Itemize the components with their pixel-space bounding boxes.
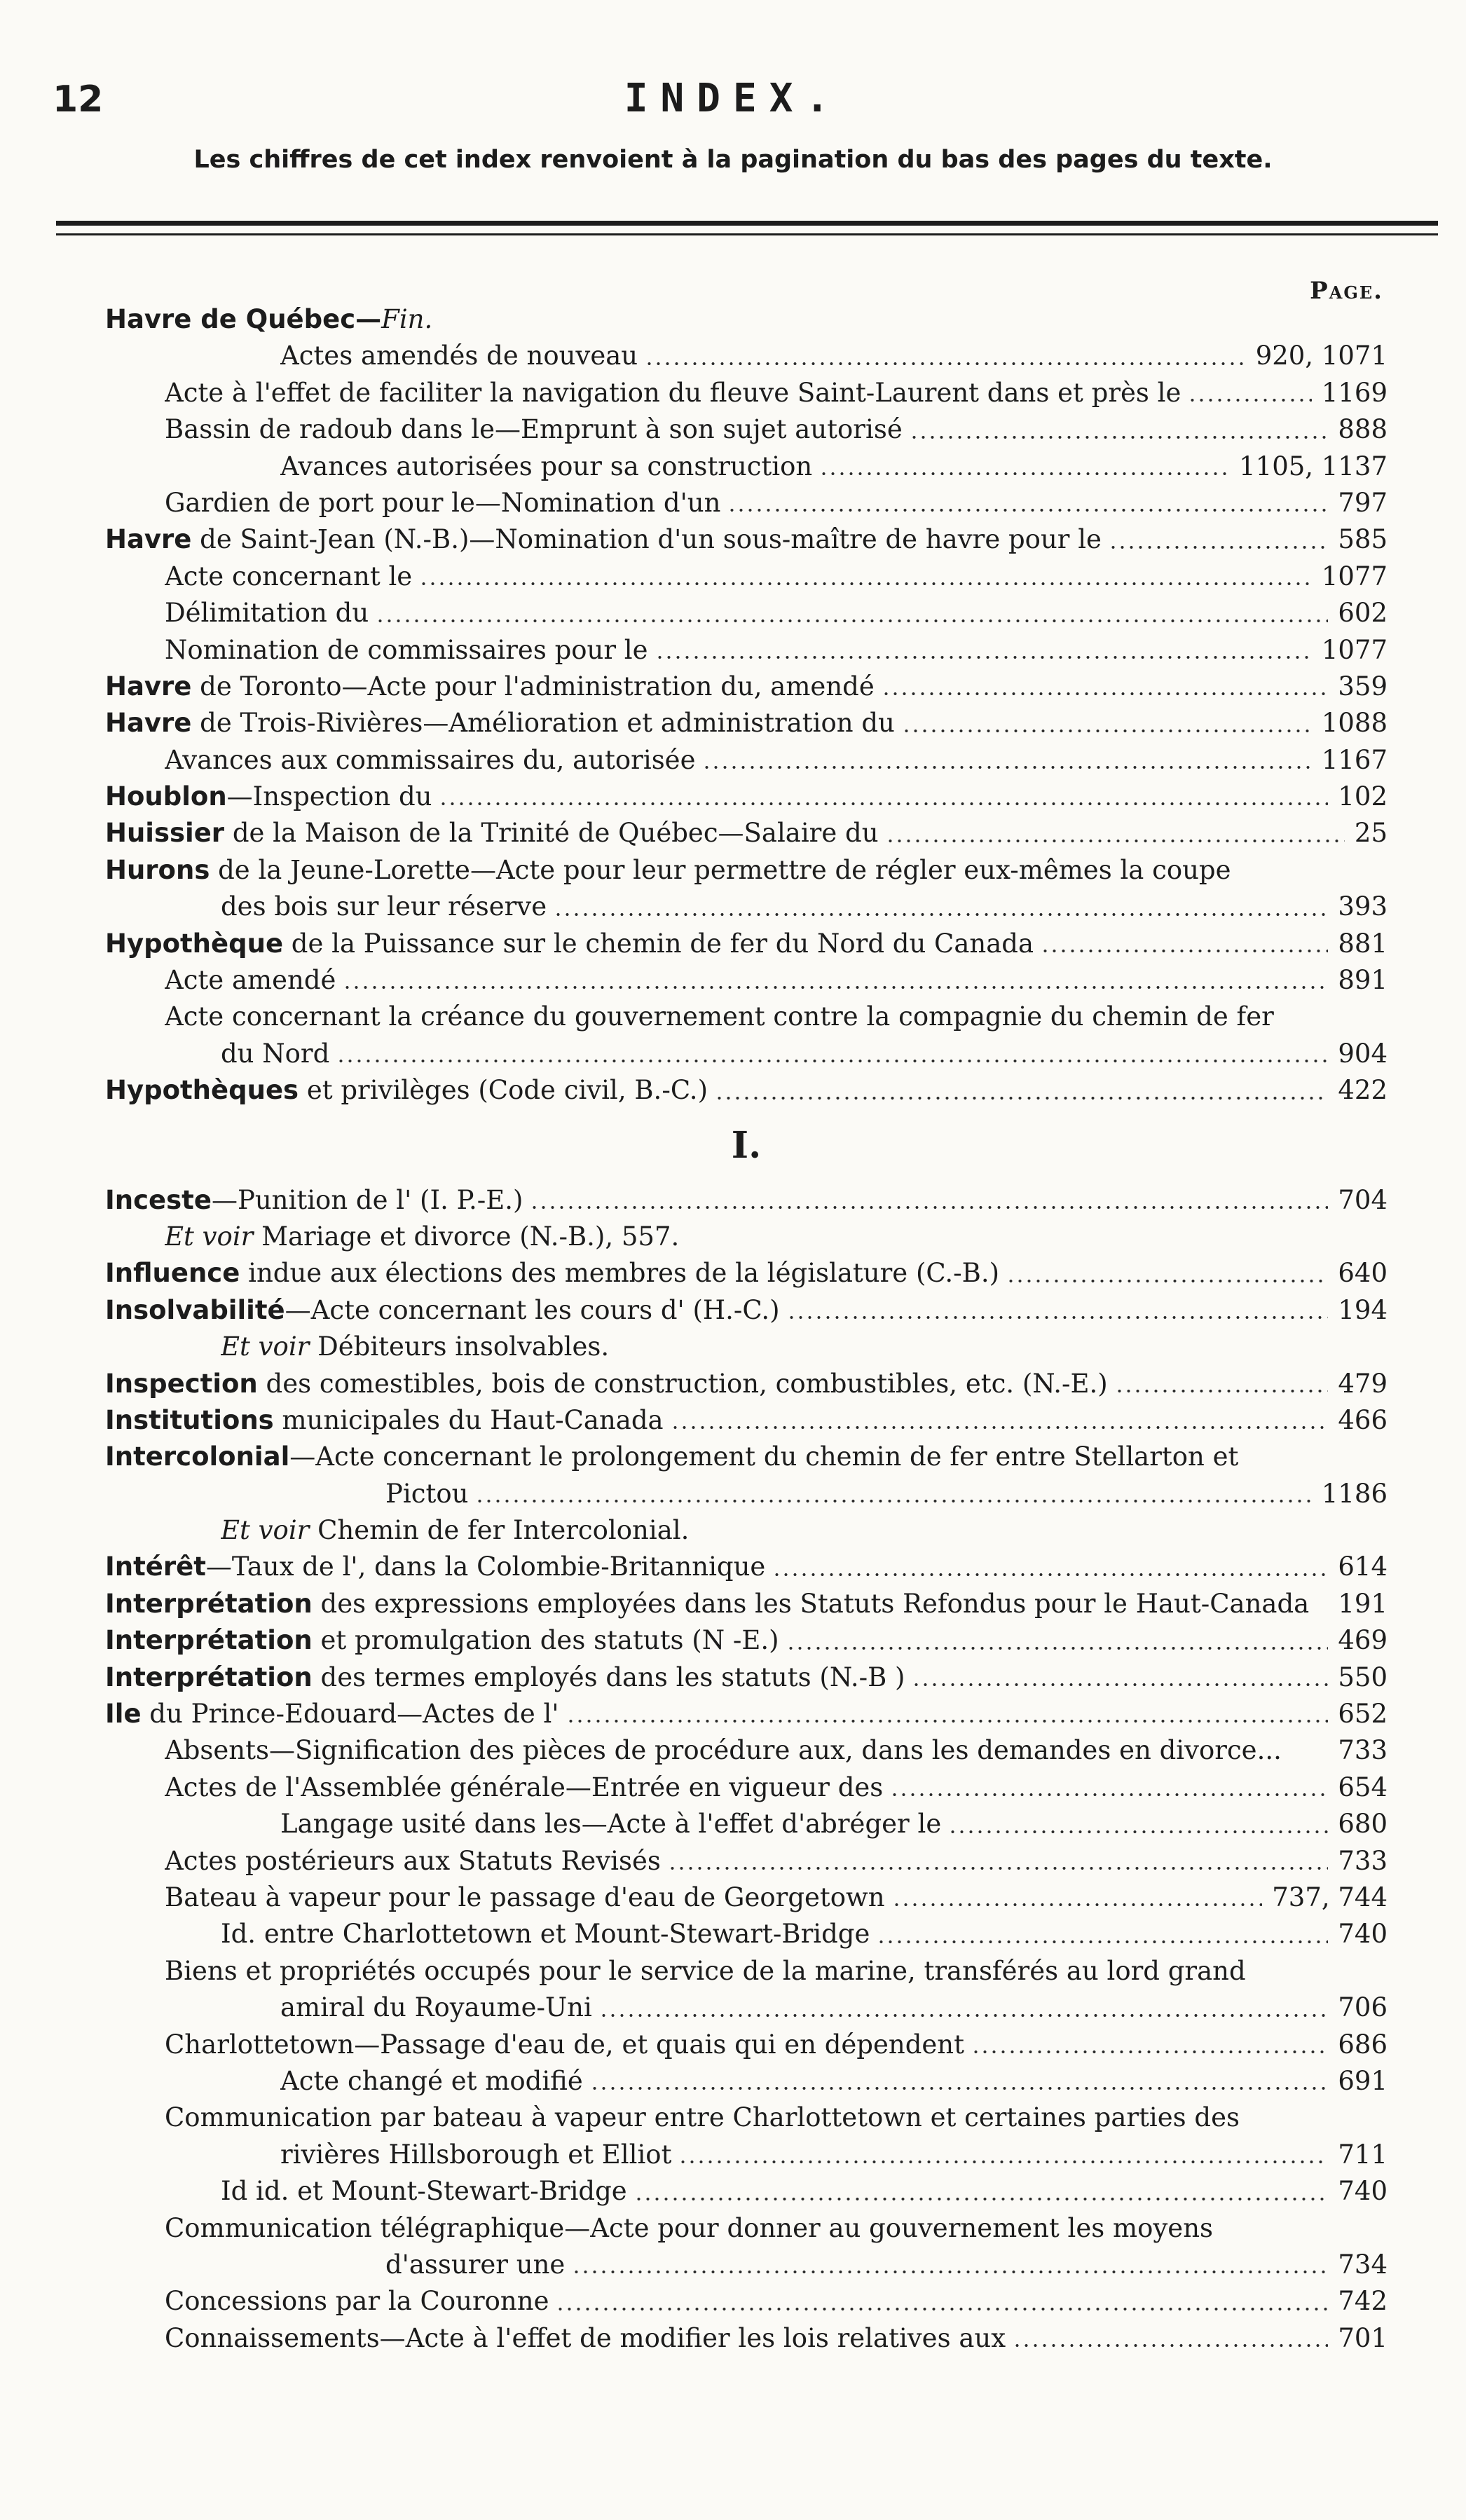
entry-text: [105, 1182, 523, 1219]
page-reference: 585: [1338, 524, 1388, 555]
page-reference: 704: [1338, 1184, 1388, 1215]
entry-description: et promulgation des statuts (N -E.): [312, 1625, 779, 1656]
index-entry: [105, 485, 1388, 521]
entry-heading-word: Intérêt: [105, 1552, 206, 1582]
index-entry: [105, 2027, 1388, 2063]
index-entry: [105, 1769, 1388, 1806]
page-reference: 920, 1071: [1255, 341, 1388, 371]
page-reference: 194: [1338, 1294, 1388, 1325]
entry-heading-word: Inceste: [105, 1184, 212, 1215]
entry-heading-word: Havre: [105, 708, 192, 739]
page-reference: 742: [1338, 2286, 1388, 2317]
dot-leader: [566, 1719, 1329, 1723]
header-rule-thick: [56, 221, 1438, 226]
entry-description: Absents—Signification des pièces de procédure aux, dans les demandes en divorce...: [165, 1735, 1282, 1766]
entry-description: des expressions employées dans les Statuts Refondus pour le Haut-Canada: [312, 1588, 1310, 1619]
entry-description: du Prince-Edouard—Actes de l': [141, 1699, 559, 1730]
entry-description: de Trois-Rivières—Amélioration et administration du: [191, 708, 895, 739]
entry-description: rivières Hillsborough et Elliot: [280, 2139, 672, 2170]
entry-description: Acte à l'effet de faciliter la navigation du fleuve Saint-Laurent dans et près le: [165, 377, 1181, 408]
entry-text: [221, 2173, 627, 2210]
entry-text: [105, 301, 432, 338]
entry-text: [105, 779, 432, 815]
dot-leader: [336, 1059, 1328, 1063]
entry-description: et privilèges (Code civil, B.-C.): [299, 1075, 708, 1106]
dot-leader: [902, 729, 1312, 733]
entry-description: Connaissements—Acte à l'effet de modifier les lois relatives aux: [165, 2322, 1006, 2353]
page-reference: 888: [1338, 414, 1388, 445]
entry-text: [165, 1769, 883, 1806]
entry-description: Biens et propriétés occupés pour le service de la marine, transférés au lord grand: [165, 1955, 1246, 1986]
entry-text: [105, 1402, 664, 1439]
page-reference: 652: [1338, 1699, 1388, 1730]
dot-leader: [786, 1646, 1329, 1650]
entry-text: [165, 2210, 1213, 2247]
entry-italic: Et voir: [221, 1515, 310, 1546]
entry-text: [165, 375, 1181, 411]
entry-text: [105, 1292, 780, 1329]
entry-text: [105, 852, 1231, 889]
page-reference: 904: [1338, 1038, 1388, 1069]
entry-text: [221, 1036, 329, 1072]
page-reference: 734: [1338, 2249, 1388, 2280]
index-entry: [105, 1953, 1388, 1990]
entry-text: [105, 1622, 779, 1659]
index-entry: [105, 1732, 1388, 1769]
entry-text: [280, 448, 812, 485]
index-entry: [105, 375, 1388, 411]
entry-description: Mariage et divorce (N.-B.), 557.: [253, 1221, 680, 1252]
index-entry: [105, 815, 1388, 851]
entry-heading-word: Institutions: [105, 1404, 274, 1435]
entry-text: [105, 1659, 905, 1696]
dot-leader: [715, 1096, 1328, 1100]
page-reference: 1088: [1321, 708, 1388, 739]
entry-heading-word: Ile: [105, 1699, 142, 1730]
entry-description: de la Puissance sur le chemin de fer du Nord du Canada: [283, 928, 1034, 959]
page-reference: 422: [1338, 1075, 1388, 1106]
index-entry: [105, 1366, 1388, 1402]
page-reference: 701: [1338, 2322, 1388, 2353]
index-entry: [105, 521, 1388, 558]
index-entry: [105, 962, 1388, 999]
index-entry: [105, 1512, 1388, 1549]
page-reference: 393: [1338, 891, 1388, 922]
entry-heading-word: Hurons: [105, 854, 210, 885]
dot-leader: [882, 692, 1329, 696]
page-subtitle: Les chiffres de cet index renvoient à la pagination du bas des pages du texte.: [193, 146, 1273, 174]
entry-heading-word: Houblon: [105, 781, 227, 812]
entry-text: [105, 705, 895, 741]
page-reference: 1105, 1137: [1239, 451, 1388, 481]
entry-text: [385, 1476, 468, 1512]
entry-text: [105, 1586, 1309, 1622]
page-column-header: Page.: [1310, 277, 1383, 305]
entry-text: [165, 1732, 1282, 1769]
entry-description: Communication télégraphique—Acte pour donner au gouvernement les moyens: [165, 2212, 1214, 2243]
dot-leader: [530, 1205, 1328, 1210]
index-entry: [105, 2320, 1388, 2357]
page-reference: 711: [1338, 2139, 1388, 2170]
entry-text: [165, 2283, 549, 2320]
header-rule-thin: [56, 233, 1438, 235]
index-entry: [105, 889, 1388, 925]
dot-leader: [439, 802, 1328, 806]
entry-text: [105, 815, 879, 851]
index-entry: [105, 1696, 1388, 1732]
entry-text: [165, 411, 903, 448]
index-entry: [105, 1402, 1388, 1439]
entry-italic: Et voir: [165, 1221, 254, 1252]
dot-leader: [1013, 2343, 1328, 2348]
page-title: INDEX.: [624, 76, 842, 121]
page-reference: 654: [1338, 1772, 1388, 1802]
page-reference: 1186: [1321, 1478, 1388, 1509]
index-entry: [105, 1476, 1388, 1512]
entry-description: des termes employés dans les statuts (N.-B ): [312, 1662, 905, 1692]
entry-text: [165, 1843, 661, 1879]
index-entry: [105, 742, 1388, 779]
page-reference: 102: [1338, 781, 1388, 812]
dot-leader: [877, 1940, 1328, 1944]
page-reference: 881: [1338, 928, 1388, 959]
dot-leader: [634, 2197, 1329, 2201]
page-reference: 614: [1338, 1552, 1388, 1582]
entry-description: Pictou: [385, 1478, 469, 1509]
entry-description: des bois sur leur réserve: [221, 891, 547, 922]
index-entry: [105, 1622, 1388, 1659]
entry-heading-word: Havre: [105, 671, 192, 701]
page-reference: 891: [1338, 965, 1388, 996]
dot-leader: [1041, 949, 1328, 953]
page-reference: 733: [1338, 1735, 1388, 1766]
entry-description: d'assurer une: [385, 2249, 566, 2280]
entry-heading-word: Hypothèque: [105, 928, 284, 959]
entry-text: [105, 1255, 999, 1292]
entry-text: [105, 1696, 559, 1732]
entry-description: Actes postérieurs aux Statuts Revisés: [165, 1845, 661, 1876]
entry-text: [105, 521, 1102, 558]
index-entry: [105, 632, 1388, 669]
entry-text: [165, 2320, 1006, 2357]
entry-description: Charlottetown—Passage d'eau de, et quais qui en dépendent: [165, 2029, 965, 2060]
entry-text: [165, 2100, 1240, 2136]
entry-description: Bassin de radoub dans le—Emprunt à son sujet autorisé: [165, 414, 903, 445]
index-entry: [105, 1990, 1388, 2026]
entry-text: [105, 1072, 708, 1109]
page-reference: 550: [1338, 1662, 1388, 1692]
index-entry: [105, 2137, 1388, 2173]
index-entries: [105, 301, 1388, 2357]
entry-text: [105, 1439, 1238, 1475]
entry-description: de Saint-Jean (N.-B.)—Nomination d'un sous-maître de havre pour le: [191, 524, 1102, 555]
entry-text: [280, 1990, 592, 2026]
dot-leader: [886, 839, 1345, 843]
entry-heading-word: Interprétation: [105, 1625, 313, 1656]
page-reference: 686: [1338, 2029, 1388, 2060]
entry-description: —Acte concernant les cours d' (H.-C.): [285, 1294, 780, 1325]
index-entry: [105, 1879, 1388, 1916]
page-reference: 797: [1338, 487, 1388, 518]
entry-description: —Inspection du: [226, 781, 432, 812]
entry-description: —Acte concernant le prolongement du chemin de fer entre Stellarton et: [289, 1442, 1239, 1472]
entry-text: [385, 2247, 565, 2283]
index-entry: [105, 2100, 1388, 2136]
index-entry: [105, 1549, 1388, 1586]
entry-description: —Taux de l', dans la Colombie-Britannique: [205, 1552, 766, 1582]
index-entry: [105, 1329, 1388, 1365]
index-entry: [105, 669, 1388, 705]
entry-heading-word: Insolvabilité: [105, 1294, 285, 1325]
index-entry: [105, 705, 1388, 741]
dot-leader: [678, 2160, 1328, 2164]
entry-text: [105, 1366, 1108, 1402]
page-reference: 1077: [1321, 634, 1388, 665]
index-entry: [105, 2173, 1388, 2210]
index-entry: [105, 559, 1388, 595]
entry-description: Débiteurs insolvables.: [309, 1331, 610, 1362]
page-reference: 469: [1338, 1625, 1388, 1656]
entry-text: [280, 2063, 583, 2100]
entry-text: [165, 2027, 964, 2063]
dot-leader: [554, 912, 1328, 917]
entry-description: de Toronto—Acte pour l'administration du, amendé: [191, 671, 875, 701]
entry-text: [165, 1219, 679, 1255]
entry-heading-word: Inspection: [105, 1368, 258, 1399]
page-reference: 680: [1338, 1809, 1388, 1840]
entry-text: [165, 999, 1274, 1035]
dot-leader: [1006, 1279, 1328, 1283]
dot-leader: [572, 2270, 1328, 2274]
index-entry: [105, 1439, 1388, 1475]
entry-heading-word: Influence: [105, 1258, 240, 1289]
index-entry: [105, 779, 1388, 815]
dot-leader: [376, 619, 1328, 623]
entry-text: [221, 1329, 609, 1365]
entry-text: [221, 1512, 689, 1549]
entry-description: Chemin de fer Intercolonial.: [309, 1515, 690, 1546]
index-entry: [105, 852, 1388, 889]
index-entry: [105, 1182, 1388, 1219]
entry-description: Nomination de commissaires pour le: [165, 634, 648, 665]
dot-leader: [819, 472, 1229, 476]
index-entry: [105, 2210, 1388, 2247]
page-reference: 602: [1338, 598, 1388, 629]
entry-text: [165, 632, 648, 669]
entry-description: Délimitation du: [165, 598, 369, 629]
entry-description: Acte concernant la créance du gouvernement contre la compagnie du chemin de fer: [165, 1001, 1274, 1032]
entry-description: Acte changé et modifié: [280, 2065, 583, 2096]
dot-leader: [1188, 398, 1311, 402]
entry-description: amiral du Royaume-Uni: [280, 1992, 592, 2023]
dot-leader: [343, 985, 1328, 989]
page-reference: 1169: [1321, 377, 1388, 408]
entry-description: Communication par bateau à vapeur entre Charlottetown et certaines parties des: [165, 2102, 1240, 2133]
index-entry: [105, 1255, 1388, 1292]
entry-heading-word: Havre: [105, 524, 192, 555]
page-reference: 1167: [1321, 744, 1388, 775]
entry-description: Avances autorisées pour sa construction: [280, 451, 813, 481]
dot-leader: [892, 1903, 1263, 1907]
entry-text: [165, 962, 336, 999]
index-entry: [105, 338, 1388, 374]
entry-heading-word: Havre de Québec—: [105, 303, 382, 334]
entry-text: [105, 926, 1034, 962]
entry-description: —Punition de l' (I. P.-E.): [211, 1184, 523, 1215]
dot-leader: [556, 2307, 1328, 2311]
dot-leader: [912, 1683, 1328, 1687]
page-reference: 691: [1338, 2065, 1388, 2096]
dot-leader: [702, 765, 1311, 769]
page-number: 12: [53, 78, 104, 121]
entry-description: Langage usité dans les—Acte à l'effet d'abréger le: [280, 1809, 942, 1840]
entry-description: Acte concernant le: [165, 561, 413, 591]
index-entry: [105, 1036, 1388, 1072]
entry-heading-word: Interprétation: [105, 1662, 313, 1692]
page-reference: 191: [1338, 1588, 1388, 1619]
dot-leader: [910, 435, 1329, 439]
index-entry: [105, 1916, 1388, 1952]
page-reference: 740: [1338, 2176, 1388, 2207]
index-entry: [105, 2283, 1388, 2320]
entry-text: [105, 669, 875, 705]
entry-heading-word: Intercolonial: [105, 1442, 290, 1472]
entry-text: [165, 1879, 885, 1916]
index-entry: [105, 1586, 1388, 1622]
index-entry: [105, 1806, 1388, 1842]
page-reference: 640: [1338, 1258, 1388, 1289]
entry-italic: Fin.: [381, 303, 433, 334]
dot-leader: [1109, 545, 1328, 549]
page-reference: 740: [1338, 1919, 1388, 1950]
entry-text: [105, 1549, 765, 1585]
dot-leader: [727, 508, 1328, 512]
entry-description: Acte amendé: [165, 965, 336, 996]
entry-text: [165, 485, 720, 521]
entry-italic: Et voir: [221, 1331, 310, 1362]
entry-description: Avances aux commissaires du, autorisée: [165, 744, 696, 775]
entry-description: du Nord: [221, 1038, 330, 1069]
dot-leader: [655, 655, 1312, 659]
index-entry: [105, 1659, 1388, 1696]
index-entry: [105, 926, 1388, 962]
entry-description: Gardien de port pour le—Nomination d'un: [165, 487, 721, 518]
page-reference: 706: [1338, 1992, 1388, 2023]
entry-text: [221, 1916, 870, 1952]
page-reference: 733: [1338, 1845, 1388, 1876]
dot-leader: [599, 2013, 1329, 2018]
index-entry: [105, 595, 1388, 631]
page-reference: 479: [1338, 1368, 1388, 1399]
entry-description: de la Jeune-Lorette—Acte pour leur permettre de régler eux-mêmes la coupe: [210, 854, 1231, 885]
dot-leader: [1115, 1389, 1329, 1393]
entry-text: [165, 742, 695, 779]
dot-leader: [419, 582, 1312, 586]
entry-description: Actes amendés de nouveau: [280, 341, 638, 371]
dot-leader: [590, 2086, 1329, 2090]
entry-heading-word: Huissier: [105, 818, 225, 849]
entry-heading-word: Interprétation: [105, 1588, 313, 1619]
entry-description: Bateau à vapeur pour le passage d'eau de Georgetown: [165, 1882, 885, 1912]
entry-text: [165, 595, 369, 631]
index-entry: [105, 1843, 1388, 1879]
dot-leader: [948, 1830, 1328, 1834]
dot-leader: [971, 2050, 1328, 2054]
index-entry: [105, 411, 1388, 448]
entry-description: Concessions par la Couronne: [165, 2286, 549, 2317]
page-reference: 25: [1354, 818, 1388, 849]
page-reference: 359: [1338, 671, 1388, 701]
entry-heading-word: Hypothèques: [105, 1075, 299, 1106]
page-reference: 1077: [1321, 561, 1388, 591]
page-reference: 466: [1338, 1404, 1388, 1435]
index-entry: [105, 1219, 1388, 1255]
index-entry: [105, 1072, 1388, 1109]
entry-description: indue aux élections des membres de la législature (C.-B.): [240, 1258, 1000, 1289]
dot-leader: [890, 1793, 1328, 1797]
dot-leader: [475, 1499, 1311, 1503]
dot-leader: [645, 362, 1246, 366]
page-reference: 737, 744: [1272, 1882, 1388, 1912]
dot-leader: [671, 1425, 1329, 1430]
entry-description: municipales du Haut-Canada: [273, 1404, 664, 1435]
entry-description: Id id. et Mount-Stewart-Bridge: [221, 2176, 627, 2207]
index-entry: [105, 301, 1388, 338]
entry-description: de la Maison de la Trinité de Québec—Salaire du: [224, 818, 879, 849]
entry-text: [165, 1953, 1246, 1990]
dot-leader: [772, 1573, 1328, 1577]
entry-description: Id. entre Charlottetown et Mount-Stewart-Bridge: [221, 1919, 870, 1950]
section-letter-heading: I.: [731, 1123, 762, 1167]
index-entry: [105, 2063, 1388, 2100]
index-entry: [105, 448, 1388, 485]
entry-description: Actes de l'Assemblée générale—Entrée en vigueur des: [165, 1772, 884, 1802]
entry-text: [221, 889, 547, 925]
entry-text: [280, 2137, 671, 2173]
entry-text: [280, 338, 638, 374]
entry-text: [280, 1806, 941, 1842]
dot-leader: [787, 1315, 1329, 1320]
index-entry: [105, 1292, 1388, 1329]
index-entry: [105, 2247, 1388, 2283]
entry-description: des comestibles, bois de construction, combustibles, etc. (N.-E.): [257, 1368, 1108, 1399]
dot-leader: [668, 1866, 1329, 1870]
entry-text: [165, 559, 412, 595]
index-entry: [105, 999, 1388, 1035]
